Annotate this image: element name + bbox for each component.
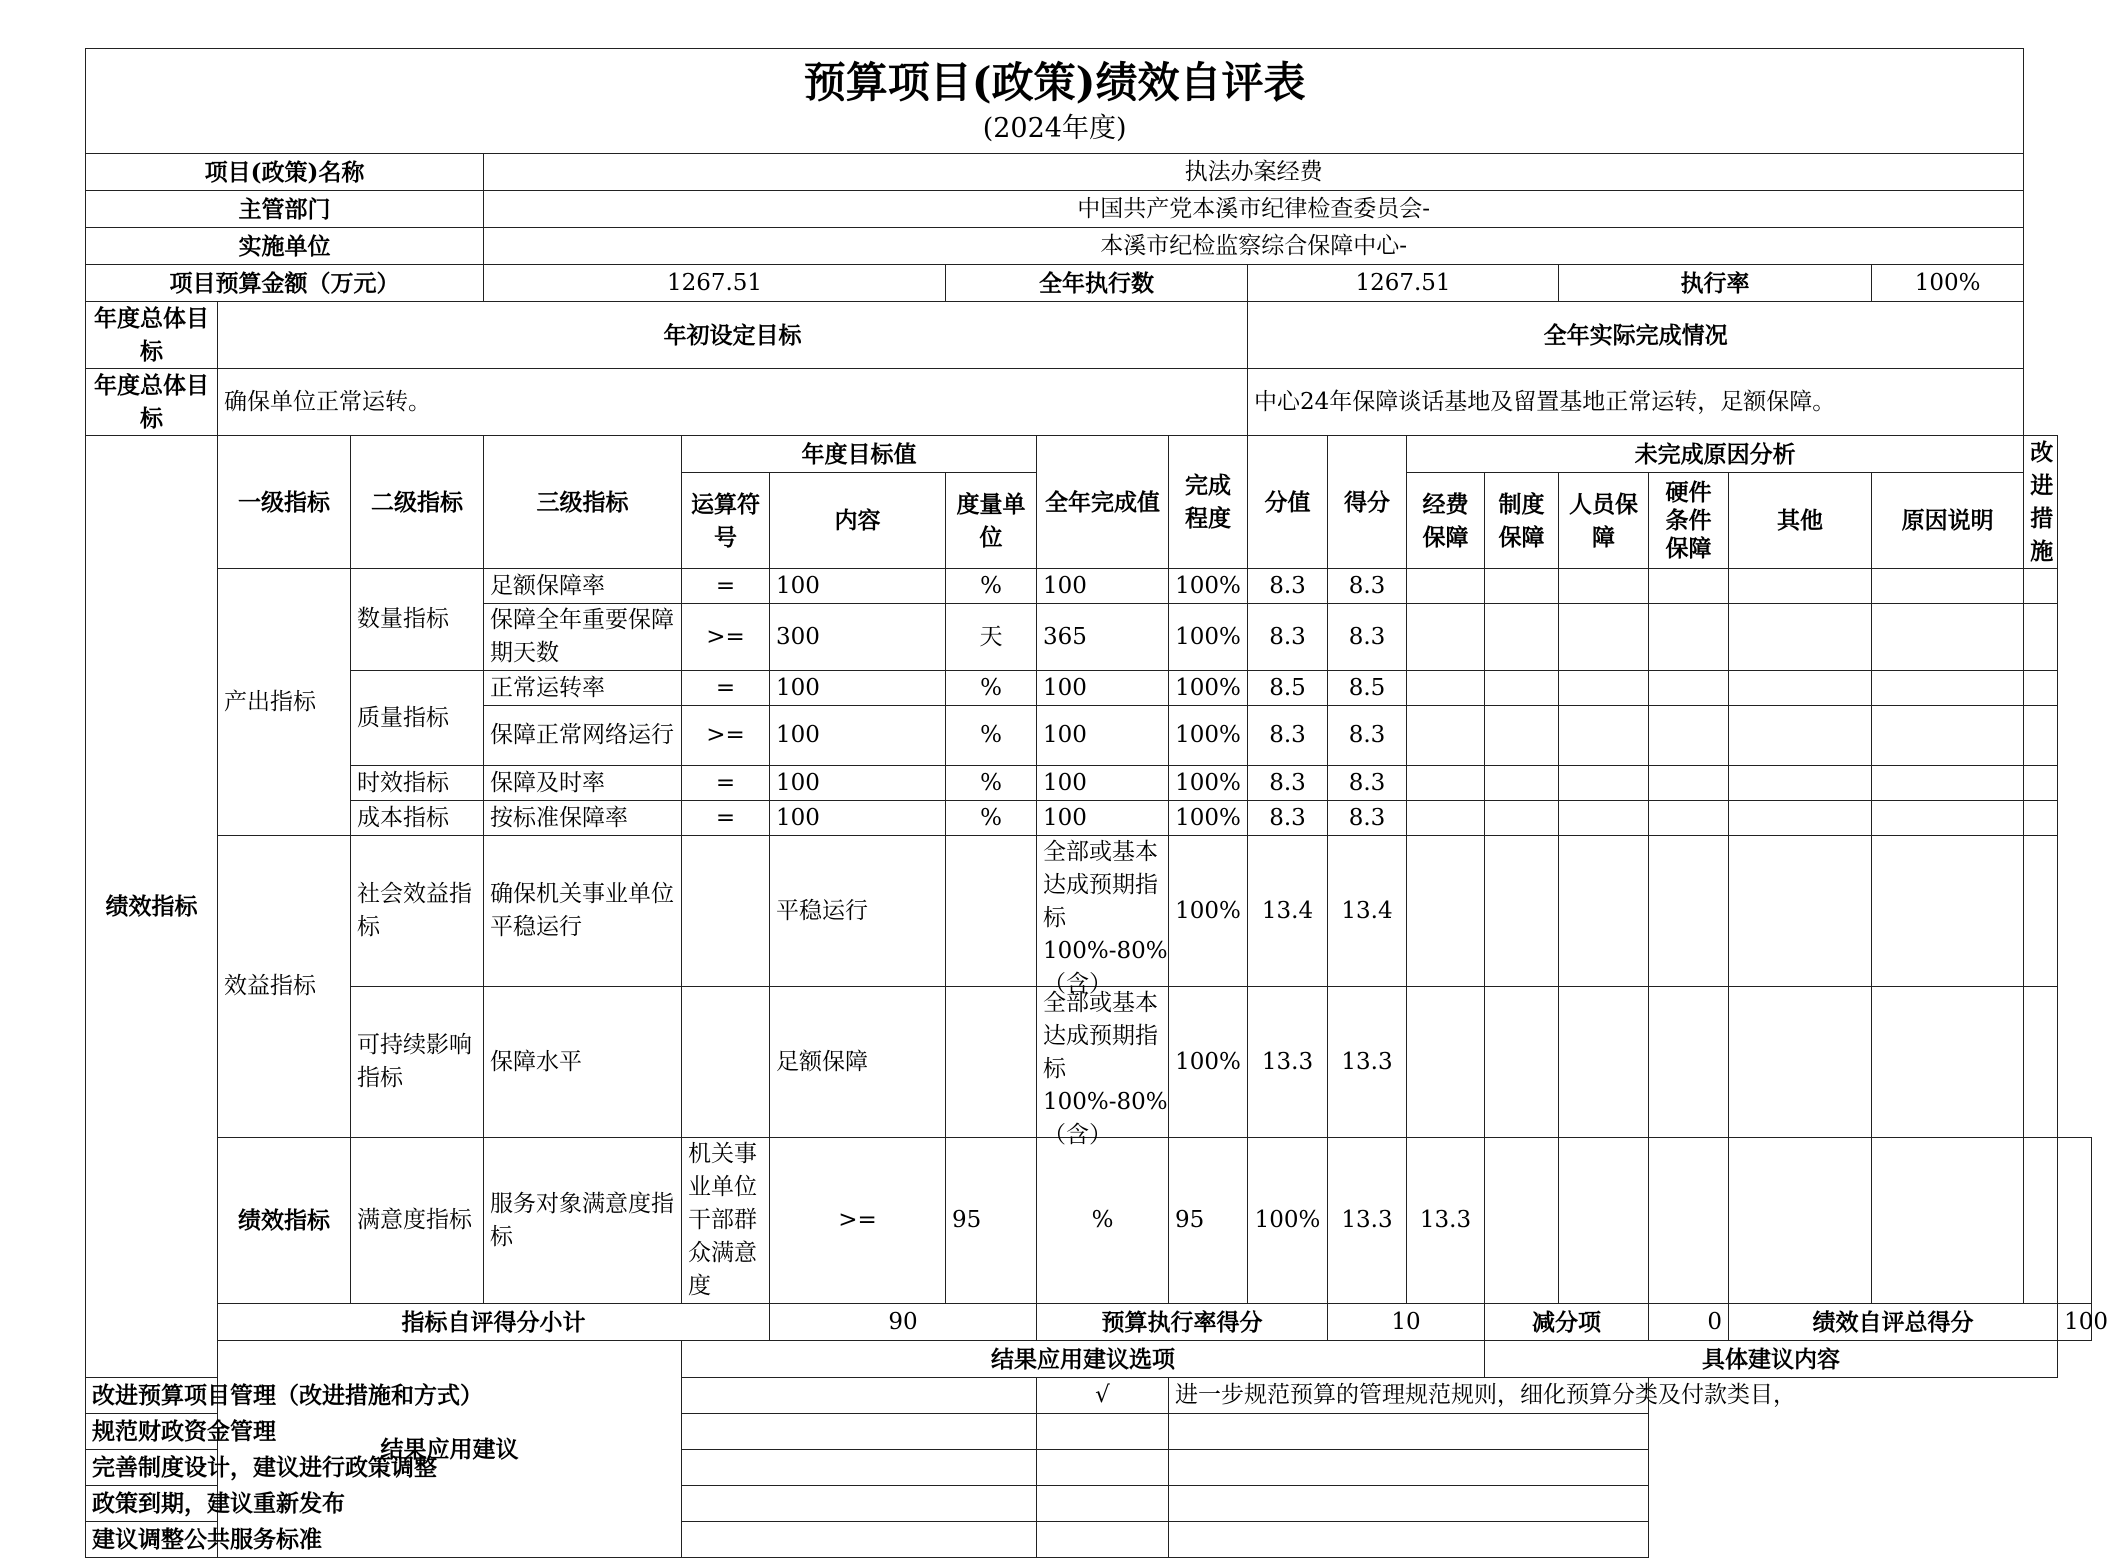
empty-cell [1872,671,2024,706]
implementing-unit-label: 实施单位 [86,228,484,265]
empty-cell [1559,987,1649,1138]
content-cell: 100 [770,801,946,836]
suggestion-option-label: 规范财政资金管理 [86,1414,1037,1450]
table-row [86,987,2092,1138]
degree-cell: 100% [1169,706,1248,766]
level3-cell: 保障水平 [484,987,682,1138]
level2-cell: 可持续影响指标 [351,987,484,1138]
performance-indicator-label: 绩效指标 [86,436,218,1378]
earned-cell: 13.4 [1328,836,1407,987]
empty-cell [2024,706,2058,766]
operator-cell: = [682,569,770,604]
score-cell: 13.3 [1248,987,1328,1138]
checkmark-cell [1037,1486,1169,1522]
operator-cell [682,987,770,1138]
budget-score-label: 预算执行率得分 [1037,1304,1328,1341]
empty-cell [1559,569,1649,604]
operator-cell: = [682,801,770,836]
score-cell: 8.5 [1248,671,1328,706]
earned-score-header: 得分 [1328,436,1407,569]
suggestion-row [86,1522,2092,1558]
operator-cell [682,836,770,987]
satisfaction-performance-label: 绩效指标 [218,1138,351,1304]
earned-cell: 8.3 [1328,801,1407,836]
satisfaction-level2-cell: 服务对象满意度指标 [484,1138,682,1304]
empty-cell [1559,706,1649,766]
total-score-value: 100 [2058,1304,2092,1341]
deduction-value: 0 [1649,1304,1729,1341]
empty-cell [1407,987,1485,1138]
empty-cell [1649,801,1729,836]
operator-cell: = [682,671,770,706]
earned-cell: 13.3 [1328,987,1407,1138]
empty-cell [2024,671,2058,706]
empty-cell [1649,706,1729,766]
degree-cell: 100% [1169,987,1248,1138]
empty-cell [1872,801,2024,836]
unit-cell: % [946,569,1037,604]
empty-cell [1407,671,1485,706]
level1-header: 一级指标 [218,436,351,569]
reason-other-header: 其他 [1729,473,1872,569]
initial-goal-header: 年初设定目标 [218,302,1248,369]
earned-cell: 8.3 [1328,604,1407,671]
suggestion-content [1169,1414,1649,1450]
degree-cell: 100% [1169,766,1248,801]
project-name-label: 项目(政策)名称 [86,154,484,191]
empty-cell [1485,671,1559,706]
empty-cell [1485,766,1559,801]
empty-cell [1559,801,1649,836]
level3-cell: 足额保障率 [484,569,682,604]
subtotal-label: 指标自评得分小计 [218,1304,770,1341]
empty-cell [1485,836,1559,987]
implementing-unit-value: 本溪市纪检监察综合保障中心- [484,228,2024,265]
empty-cell [1649,569,1729,604]
earned-cell: 8.3 [1328,706,1407,766]
full-year-text: 全部或基本达成预期指标100%-80%（含） [1043,990,1168,1148]
score-cell: 13.4 [1248,836,1328,987]
degree-cell: 100% [1248,1138,1328,1304]
level3-cell: 保障及时率 [484,766,682,801]
full-year-cell [1037,987,1169,1148]
empty-cell [1485,569,1559,604]
empty-cell [1729,604,1872,671]
actual-completion-text: 中心24年保障谈话基地及留置基地正常运转，足额保障。 [1248,369,2024,436]
unit-cell [946,836,1037,987]
reason-system-header: 制度保障 [1485,473,1559,569]
checkmark-cell [1037,1522,1169,1558]
suggestion-option-label: 政策到期，建议重新发布 [86,1486,1037,1522]
content-cell: 足额保障 [770,987,946,1138]
empty-cell [1872,766,2024,801]
empty-cell [1729,569,1872,604]
operator-cell: >= [682,604,770,671]
execution-rate-label: 执行率 [1559,265,1872,302]
suggestion-options-header: 结果应用建议选项 [682,1341,1485,1378]
earned-cell: 13.3 [1407,1138,1485,1304]
empty-cell [1872,1138,2024,1304]
table-row [86,569,2092,604]
unit-header: 度量单位 [946,473,1037,569]
table-row [86,801,2092,836]
unit-cell: % [946,671,1037,706]
content-cell: 300 [770,604,946,671]
level3-cell: 按标准保障率 [484,801,682,836]
checkmark-cell [1037,1414,1169,1450]
empty-cell [2024,766,2058,801]
unit-cell: % [946,801,1037,836]
degree-cell: 100% [1169,569,1248,604]
budget-score-value: 10 [1328,1304,1485,1341]
empty-cell [2024,801,2058,836]
empty-cell [1407,766,1485,801]
initial-goal-text: 确保单位正常运转。 [218,369,1248,436]
full-year-cell: 100 [1037,569,1169,604]
earned-cell: 8.3 [1328,569,1407,604]
empty-cell [1729,1138,1872,1304]
content-cell: 平稳运行 [770,836,946,987]
suggestion-content [1169,1522,1649,1558]
level2-cell: 数量指标 [351,569,484,671]
level3-cell: 确保机关事业单位平稳运行 [484,836,682,987]
empty-cell [2024,987,2058,1138]
table-row [86,766,2092,801]
content-cell: 100 [770,671,946,706]
score-cell: 8.3 [1248,569,1328,604]
suggestion-content: 进一步规范预算的管理规范规则，细化预算分类及付款类目， [1169,1378,1649,1414]
empty-cell [1485,604,1559,671]
full-year-cell: 100 [1037,766,1169,801]
department-label: 主管部门 [86,191,484,228]
earned-cell: 8.3 [1328,766,1407,801]
operator-cell: = [682,766,770,801]
performance-evaluation-table [85,48,2108,1558]
empty-cell [2024,569,2058,604]
satisfaction-level1-cell: 满意度指标 [351,1138,484,1304]
unit-cell: % [1037,1138,1169,1304]
annual-goal-label: 年度总体目标 [86,302,218,369]
page-title: 预算项目(政策)绩效自评表 [803,58,1306,107]
table-row [86,836,2092,987]
completion-degree-header: 完成程度 [1169,436,1248,569]
empty-cell [1872,604,2024,671]
content-cell: 100 [770,706,946,766]
earned-cell: 8.5 [1328,671,1407,706]
title-cell [86,49,2024,154]
degree-cell: 100% [1169,801,1248,836]
level3-cell: 保障正常网络运行 [484,706,682,766]
output-indicator-label: 产出指标 [218,569,351,836]
empty-cell [2024,836,2058,987]
empty-cell [1485,987,1559,1138]
score-cell: 13.3 [1328,1138,1407,1304]
total-score-label: 绩效自评总得分 [1729,1304,2058,1341]
level2-cell: 社会效益指标 [351,836,484,987]
empty-cell [1559,604,1649,671]
full-year-cell: 100 [1037,671,1169,706]
empty-cell [1407,604,1485,671]
reason-staff-header: 人员保障 [1559,473,1649,569]
empty-cell [1559,1138,1649,1304]
benefit-indicator-label: 效益指标 [218,836,351,1138]
content-cell: 100 [770,569,946,604]
empty-cell [1872,987,2024,1138]
budget-amount-label: 项目预算金额（万元） [86,265,484,302]
operator-cell: >= [770,1138,946,1304]
empty-cell [1872,569,2024,604]
execution-rate-value: 100% [1872,265,2024,302]
empty-cell [1729,836,1872,987]
empty-cell [1407,801,1485,836]
empty-cell [1485,801,1559,836]
score-cell: 8.3 [1248,604,1328,671]
annual-goal-label: 年度总体目标 [86,369,218,436]
empty-cell [1485,1138,1559,1304]
result-suggestion-label: 结果应用建议 [218,1341,682,1558]
operator-header: 运算符号 [682,473,770,569]
annual-execution-value: 1267.51 [1248,265,1559,302]
unit-cell: % [946,706,1037,766]
annual-target-header: 年度目标值 [682,436,1037,473]
level3-header: 三级指标 [484,436,682,569]
empty-cell [1649,766,1729,801]
reason-funding-header: 经费保障 [1407,473,1485,569]
content-cell: 95 [946,1138,1037,1304]
full-year-cell: 365 [1037,604,1169,671]
empty-cell [1729,801,1872,836]
project-name-value: 执法办案经费 [484,154,2024,191]
empty-cell [2058,1138,2092,1304]
score-cell: 8.3 [1248,801,1328,836]
satisfaction-level3-cell: 机关事业单位干部群众满意度 [682,1138,770,1304]
empty-cell [1559,836,1649,987]
degree-cell: 100% [1169,836,1248,987]
level2-cell: 时效指标 [351,766,484,801]
empty-cell [1407,706,1485,766]
empty-cell [1407,569,1485,604]
unit-cell: % [946,766,1037,801]
operator-cell: >= [682,706,770,766]
empty-cell [1872,706,2024,766]
suggestion-content-header: 具体建议内容 [1485,1341,2058,1378]
table-row [86,671,2092,706]
incomplete-reason-header: 未完成原因分析 [1407,436,2024,473]
reason-explanation-header: 原因说明 [1872,473,2024,569]
suggestion-row [86,1486,2092,1522]
suggestion-content [1169,1486,1649,1522]
empty-cell [1872,836,2024,987]
empty-cell [1729,671,1872,706]
degree-cell: 100% [1169,604,1248,671]
table-row [86,1138,2092,1304]
empty-cell [1729,706,1872,766]
budget-amount-value: 1267.51 [484,265,946,302]
full-year-value-header: 全年完成值 [1037,436,1169,569]
department-value: 中国共产党本溪市纪律检查委员会- [484,191,2024,228]
empty-cell [1559,671,1649,706]
score-cell: 8.3 [1248,706,1328,766]
suggestion-option-label: 建议调整公共服务标准 [86,1522,1037,1558]
improvement-header: 改进措施 [2024,436,2058,569]
empty-cell [1407,836,1485,987]
full-year-cell: 95 [1169,1138,1248,1304]
empty-cell [1559,766,1649,801]
subtotal-value: 90 [770,1304,1037,1341]
unit-cell [946,987,1037,1138]
content-cell: 100 [770,766,946,801]
reason-hardware-header: 硬件条件保障 [1649,473,1729,569]
level2-cell: 成本指标 [351,801,484,836]
empty-cell [2024,604,2058,671]
checkmark-cell [1037,1450,1169,1486]
full-year-cell: 100 [1037,706,1169,766]
empty-cell [1649,604,1729,671]
actual-completion-header: 全年实际完成情况 [1248,302,2024,369]
empty-cell [1729,987,1872,1138]
empty-cell [1649,987,1729,1138]
level3-cell: 保障全年重要保障期天数 [484,604,682,671]
level3-cell: 正常运转率 [484,671,682,706]
suggestion-content [1169,1450,1649,1486]
suggestion-row [86,1450,2092,1486]
content-header: 内容 [770,473,946,569]
suggestion-row [86,1378,2092,1414]
checkmark-icon: √ [1037,1378,1169,1414]
full-year-cell [1037,836,1169,997]
empty-cell [1649,671,1729,706]
empty-cell [1485,706,1559,766]
annual-execution-label: 全年执行数 [946,265,1248,302]
full-year-cell: 100 [1037,801,1169,836]
empty-cell [1729,766,1872,801]
score-cell: 8.3 [1248,766,1328,801]
score-header: 分值 [1248,436,1328,569]
level2-header: 二级指标 [351,436,484,569]
suggestion-option-label: 完善制度设计，建议进行政策调整 [86,1450,1037,1486]
suggestion-option-label: 改进预算项目管理（改进措施和方式） [86,1378,1037,1414]
deduction-label: 减分项 [1485,1304,1649,1341]
unit-cell: 天 [946,604,1037,671]
level2-cell: 质量指标 [351,671,484,766]
degree-cell: 100% [1169,671,1248,706]
full-year-text: 全部或基本达成预期指标100%-80%（含） [1043,839,1168,997]
empty-cell [2024,1138,2058,1304]
page-subtitle: (2024年度) [982,113,1127,144]
empty-cell [1649,1138,1729,1304]
empty-cell [1649,836,1729,987]
